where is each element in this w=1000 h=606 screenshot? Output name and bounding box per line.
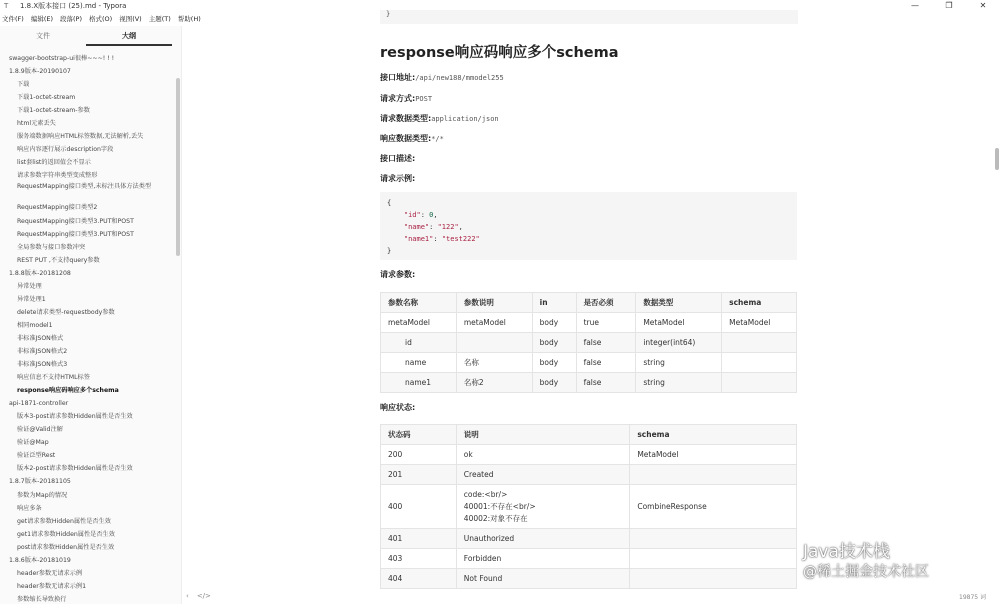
outline-item[interactable]: 1.8.8版本-20181208 <box>9 269 71 277</box>
table-cell[interactable]: 200 <box>381 445 457 465</box>
outline-item[interactable]: 验证@Valid注解 <box>17 426 63 434</box>
collapse-sidebar-icon[interactable]: ‹ <box>186 592 189 600</box>
field-value: /api/new188/mmodel255 <box>415 74 504 82</box>
outline-item[interactable]: 参数为Map的情况 <box>17 491 68 499</box>
outline-item[interactable]: 验证@Map <box>17 439 49 447</box>
outline-item[interactable]: 参数缩长导致换行 <box>17 595 67 603</box>
code-line: { <box>387 199 392 207</box>
outline-item[interactable]: RequestMapping接口类型3.PUT和POST <box>17 217 134 225</box>
outline-item[interactable]: 响应多条 <box>17 504 42 512</box>
field-example <box>380 173 415 184</box>
table-cell[interactable]: CombineResponse <box>630 485 797 529</box>
table-cell[interactable]: code:<br/> 40001:不存在<br/> 40002:对象不存在 <box>456 485 630 529</box>
table-row <box>381 465 797 485</box>
table-cell[interactable]: string <box>636 373 722 393</box>
menu-bar <box>0 12 208 24</box>
field-value: */* <box>431 135 444 143</box>
watermark <box>803 542 929 582</box>
outline-item[interactable]: REST PUT ,不支持query参数 <box>17 256 100 264</box>
menu-item[interactable]: 文件(F) <box>2 14 24 23</box>
table-row <box>381 569 797 589</box>
table-cell[interactable]: body <box>532 353 576 373</box>
table-row <box>381 529 797 549</box>
table-cell[interactable]: 名称2 <box>456 373 532 393</box>
table-cell[interactable]: false <box>576 353 636 373</box>
outline-item[interactable]: 版本3-post请求参数Hidden属性是否生效 <box>17 413 133 421</box>
field-label: 请求数据类型: <box>380 114 432 123</box>
table-row <box>381 445 797 465</box>
table-header: schema <box>630 425 797 445</box>
table-row <box>381 549 797 569</box>
sidebar-footer <box>182 588 222 604</box>
table-cell[interactable]: metaModel <box>381 313 457 333</box>
status-label-text: 响应状态: <box>380 403 416 412</box>
outline-item[interactable]: 响应信息不支持HTML标签 <box>17 374 90 382</box>
table-cell[interactable]: Created <box>456 465 630 485</box>
maximize-button[interactable]: ❐ <box>945 1 953 10</box>
outline-item[interactable]: header参数无请求示例 <box>17 569 83 577</box>
table-cell[interactable] <box>456 333 532 353</box>
table-cell[interactable] <box>630 549 797 569</box>
outline-item[interactable]: 版本2-post请求参数Hidden属性是否生效 <box>17 465 133 473</box>
window-title: 1.8.X版本接口 (25).md - Typora <box>20 2 127 10</box>
field-value: application/json <box>431 115 499 123</box>
outline-item[interactable]: 1.8.7版本-20181105 <box>9 478 71 486</box>
outline-item[interactable]: 非标准JSON格式3 <box>17 361 68 369</box>
outline-item[interactable]: list套list的返回值会不显示 <box>17 159 91 167</box>
field-response-type <box>380 133 444 144</box>
table-cell[interactable]: name1 <box>381 373 457 393</box>
table-row <box>381 485 797 529</box>
table-cell[interactable]: Unauthorized <box>456 529 630 549</box>
params-label <box>380 269 415 280</box>
table-cell[interactable]: MetaModel <box>722 313 797 333</box>
menu-item[interactable]: 视图(V) <box>119 14 142 23</box>
outline-item[interactable]: 1.8.6版本-20181019 <box>9 556 71 564</box>
outline-item[interactable]: 下载 <box>17 81 30 89</box>
field-value: POST <box>415 95 433 103</box>
tab-outline[interactable]: 大纲 <box>86 26 172 46</box>
outline-item[interactable]: RequestMapping接口类型,未标注具体方法类型 <box>17 183 152 191</box>
table-header: 数据类型 <box>636 293 722 313</box>
table-cell[interactable]: ok <box>456 445 630 465</box>
app-icon: T <box>4 2 9 10</box>
outline-item[interactable]: 1.8.9版本-20190107 <box>9 68 71 76</box>
table-header: 说明 <box>456 425 630 445</box>
table-cell[interactable]: MetaModel <box>636 313 722 333</box>
table-header: 参数名称 <box>381 293 457 313</box>
menu-item[interactable]: 编辑(E) <box>30 14 53 23</box>
outline-item[interactable]: 相同model1 <box>17 321 53 329</box>
status-label <box>380 402 415 413</box>
code-line: "id": 0, <box>403 211 438 219</box>
table-cell[interactable]: 401 <box>381 529 457 549</box>
table-row <box>381 373 797 393</box>
field-label: 响应数据类型: <box>380 134 432 143</box>
table-cell[interactable]: Not Found <box>456 569 630 589</box>
table-header: 是否必须 <box>576 293 636 313</box>
section-heading: response响应码响应多个schema <box>380 45 619 61</box>
table-cell[interactable] <box>630 569 797 589</box>
table-header: schema <box>722 293 797 313</box>
outline-item[interactable]: RequestMapping接口类型2 <box>17 204 98 212</box>
outline-item[interactable]: api-1871-controller <box>9 400 69 408</box>
outline-item[interactable]: 响应内容逐行展示description字段 <box>17 146 114 154</box>
status-table <box>380 424 797 589</box>
params-label-text: 请求参数: <box>380 270 416 279</box>
outline-item[interactable]: 请求参数字符串类型变成整形 <box>17 172 98 180</box>
table-cell[interactable]: Forbidden <box>456 549 630 569</box>
outline-item[interactable]: 全局参数与接口参数冲突 <box>17 243 86 251</box>
watermark-line2: @稀土掘金技术社区 <box>803 564 929 580</box>
table-cell[interactable]: id <box>381 333 457 353</box>
table-row <box>381 333 797 353</box>
watermark-line1: Java技术栈 <box>803 542 890 562</box>
outline-item[interactable]: 验证泛型Rest <box>17 452 56 460</box>
field-label: 接口地址: <box>380 73 416 82</box>
table-cell[interactable]: true <box>576 313 636 333</box>
outline-item[interactable]: 下载1-octet-stream-参数 <box>17 107 90 115</box>
field-request-type <box>380 113 499 124</box>
menu-item[interactable]: 段落(P) <box>60 14 82 23</box>
outline-item[interactable]: delete请求类型-requestbody参数 <box>17 308 115 316</box>
outline-item[interactable]: response响应码响应多个schema <box>17 387 119 395</box>
outline-item[interactable]: RequestMapping接口类型3.PUT和POST <box>17 230 134 238</box>
request-example-code[interactable] <box>380 192 797 260</box>
field-label: 请求示例: <box>380 174 416 183</box>
field-label: 接口描述: <box>380 154 416 163</box>
sidebar-scrollbar[interactable] <box>176 78 180 256</box>
tab-files[interactable]: 文件 <box>36 32 50 40</box>
menu-item[interactable]: 格式(O) <box>89 14 113 23</box>
field-api-url <box>380 72 504 83</box>
close-button[interactable]: ✕ <box>979 1 987 10</box>
sidebar-tabs <box>0 26 181 46</box>
menu-item[interactable]: 主题(T) <box>148 14 171 23</box>
sidebar <box>0 26 182 604</box>
field-description <box>380 153 415 164</box>
table-cell[interactable] <box>722 333 797 353</box>
table-cell[interactable] <box>722 373 797 393</box>
code-line: "name": "122", <box>403 223 463 231</box>
outline-item[interactable]: 异常处理1 <box>17 295 46 303</box>
table-cell[interactable] <box>630 529 797 549</box>
outline-item[interactable]: post请求参数Hidden属性是否生效 <box>17 543 115 551</box>
field-label: 请求方式: <box>380 94 416 103</box>
table-header: in <box>532 293 576 313</box>
outline-item[interactable]: 异常处理 <box>17 282 42 290</box>
table-header: 参数说明 <box>456 293 532 313</box>
table-row <box>381 353 797 373</box>
outline-item[interactable]: 非标准JSON格式2 <box>17 347 68 355</box>
table-cell[interactable]: false <box>576 333 636 353</box>
params-table <box>380 292 797 393</box>
table-cell[interactable]: integer(int64) <box>636 333 722 353</box>
table-cell[interactable]: string <box>636 353 722 373</box>
outline-item[interactable]: get请求参数Hidden属性是否生效 <box>17 517 111 525</box>
document-scrollbar[interactable] <box>995 148 999 170</box>
outline-item[interactable]: swagger-bootstrap-ui很棒~~~! ! ! <box>9 55 115 62</box>
word-count[interactable]: 19875 词 <box>959 594 986 601</box>
table-cell[interactable]: 403 <box>381 549 457 569</box>
table-cell[interactable]: MetaModel <box>630 445 797 465</box>
table-cell[interactable]: 400 <box>381 485 457 529</box>
table-cell[interactable]: 名称 <box>456 353 532 373</box>
menu-item[interactable]: 帮助(H) <box>177 14 201 23</box>
outline-item[interactable]: 下载1-octet-stream <box>17 94 76 102</box>
source-mode-icon[interactable]: </> <box>196 592 211 600</box>
table-cell[interactable]: name <box>381 353 457 373</box>
outline-item[interactable]: 非标准JSON格式 <box>17 334 64 342</box>
minimize-button[interactable]: — <box>911 1 919 10</box>
code-line: "name1": "test222" <box>403 235 480 243</box>
previous-code-block: } <box>380 10 798 24</box>
outline-item[interactable]: header参数无请求示例1 <box>17 582 87 590</box>
outline-list <box>0 52 176 606</box>
table-cell[interactable]: body <box>532 313 576 333</box>
table-header: 状态码 <box>381 425 457 445</box>
table-cell[interactable]: metaModel <box>456 313 532 333</box>
outline-item[interactable]: 服务端数据响应HTML标签数据,无法解析,丢失 <box>17 133 144 141</box>
table-cell[interactable]: false <box>576 373 636 393</box>
field-method <box>380 93 432 104</box>
table-row <box>381 313 797 333</box>
table-cell[interactable] <box>722 353 797 373</box>
table-cell[interactable] <box>630 465 797 485</box>
table-cell[interactable]: body <box>532 373 576 393</box>
outline-item[interactable]: html元素丢失 <box>17 120 56 128</box>
table-cell[interactable]: 201 <box>381 465 457 485</box>
table-cell[interactable]: 404 <box>381 569 457 589</box>
code-line: } <box>387 247 392 255</box>
table-cell[interactable]: body <box>532 333 576 353</box>
outline-item[interactable]: get1请求参数Hidden属性是否生效 <box>17 530 115 538</box>
